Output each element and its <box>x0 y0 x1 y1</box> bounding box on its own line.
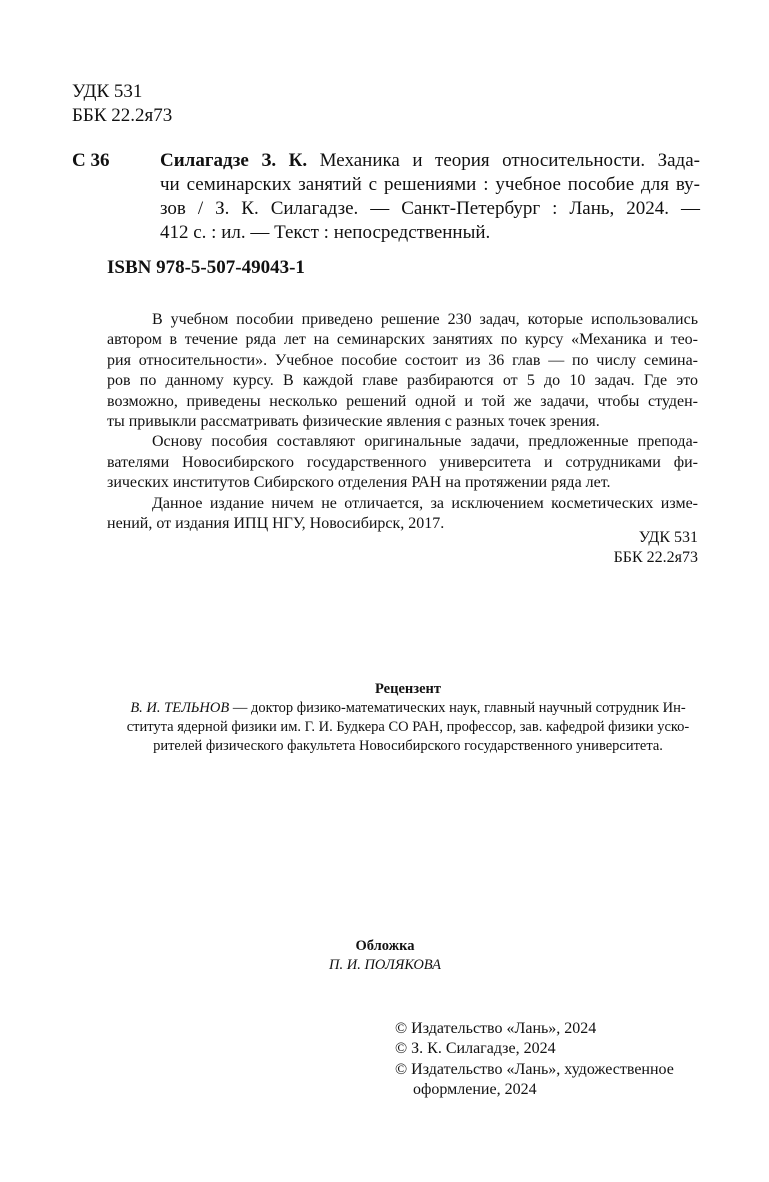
cover-designer-name: П. И. ПОЛЯКОВА <box>329 957 441 973</box>
abstract <box>107 310 698 534</box>
copyright-line: © Издательство «Лань», 2024 <box>395 1020 597 1037</box>
cover-heading: Обложка <box>355 938 415 954</box>
isbn: ISBN 978-5-507-49043-1 <box>107 257 305 278</box>
abstract-line: Данное издание ничем не отличается, за исключением косметических изме- <box>152 494 698 512</box>
author-mark: С 36 <box>72 150 110 171</box>
catalog-line-2: чи семинарских занятий с решениями : учебное пособие для ву- <box>160 174 700 195</box>
abstract-line: автором в течение ряда лет на семинарских занятиях по курсу «Механика и тео- <box>107 331 698 349</box>
copyright-block <box>395 1019 674 1101</box>
bbk-code: ББК 22.2я73 <box>72 105 173 126</box>
reviewer-name: В. И. ТЕЛЬНОВ <box>130 700 230 716</box>
abstract-line: Основу пособия составляют оригинальные задачи, предложенные препода- <box>152 433 698 451</box>
abstract-line: вателями Новосибирского государственного университета и сотрудниками фи- <box>107 453 698 471</box>
abstract-line: ров по данному курсу. В каждой главе разбираются от 5 до 10 задач. Где это <box>107 372 698 390</box>
reviewer-line-1 <box>118 699 698 718</box>
reviewer-block <box>118 680 698 756</box>
reviewer-credentials: — доктор физико-математических наук, главный научный сотрудник Ин- <box>229 700 686 716</box>
copyright-line: © З. К. Силагадзе, 2024 <box>395 1040 556 1058</box>
catalog-line-4: 412 с. : ил. — Текст : непосредственный. <box>160 222 491 243</box>
reviewer-heading: Рецензент <box>375 681 441 697</box>
udk-code: УДК 531 <box>72 81 143 102</box>
catalog-title: Механика и теория относительности. Зада- <box>307 150 700 171</box>
udk-code: УДК 531 <box>638 529 698 546</box>
reviewer-line-3: рителей физического факультета Новосибирского государственного университета. <box>153 738 663 754</box>
catalog-author: Силагадзе З. К. <box>160 150 308 171</box>
abstract-line: возможно, приведены несколько решений одной и той же задачи, чтобы студен- <box>107 392 698 410</box>
reviewer-line-2: ститута ядерной физики им. Г. И. Будкера СО РАН, профессор, зав. кафедрой физики уско- <box>126 719 690 735</box>
classification-block-right <box>614 528 698 569</box>
cover-credit <box>300 937 470 975</box>
abstract-line: В учебном пособии приведено решение 230 задач, которые использовались <box>152 311 698 328</box>
abstract-line: рия относительности». Учебное пособие состоит из 36 глав — по числу семина- <box>107 351 698 369</box>
copyright-line: © Издательство «Лань», художественное <box>395 1060 674 1078</box>
bbk-code: ББК 22.2я73 <box>613 549 698 567</box>
abstract-line: ты привыкли рассматривать физические явления с разных точек зрения. <box>107 413 600 431</box>
copyright-line: оформление, 2024 <box>413 1081 537 1099</box>
abstract-line: нений, от издания ИПЦ НГУ, Новосибирск, 2017. <box>107 515 445 533</box>
catalog-line-1 <box>160 149 700 173</box>
catalog-line-3: зов / З. К. Силагадзе. — Санкт-Петербург : Лань, 2024. — <box>160 198 700 219</box>
classification-block-top <box>72 80 172 128</box>
abstract-line: зических институтов Сибирского отделения РАН на протяжении ряда лет. <box>107 474 611 492</box>
